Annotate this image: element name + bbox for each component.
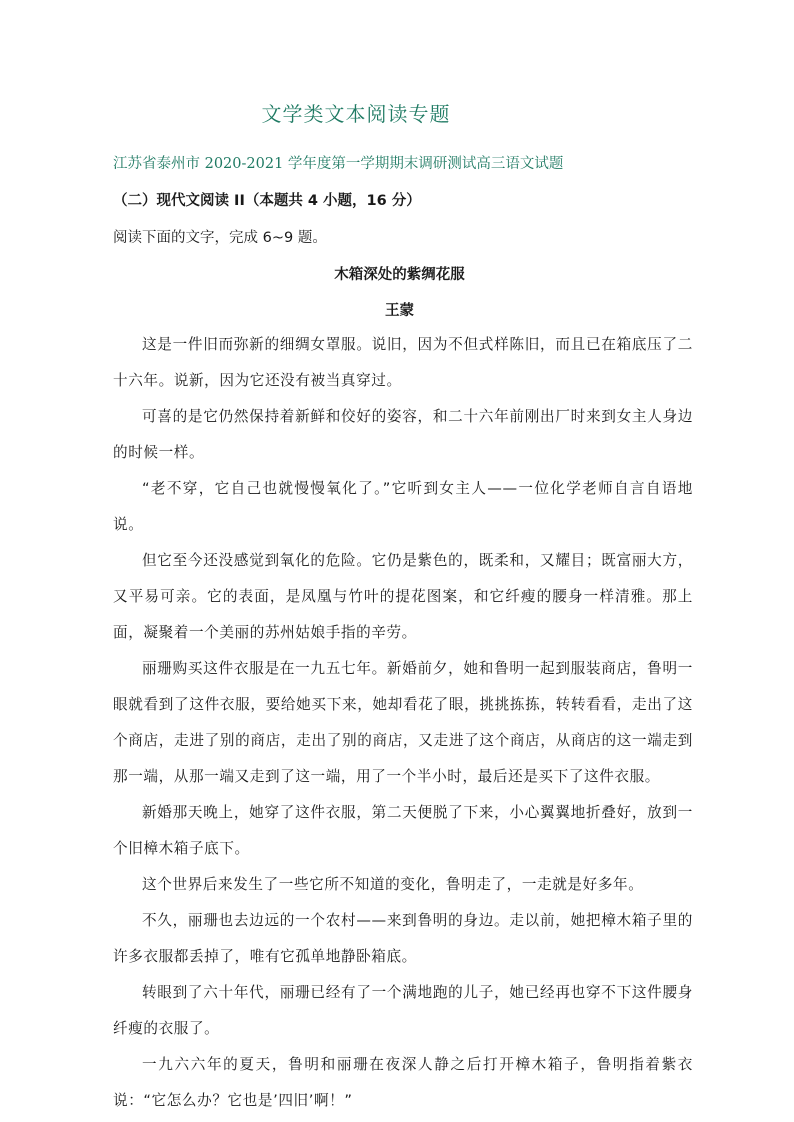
story-body <box>113 327 693 1119</box>
paragraph: 新婚那天晚上，她穿了这件衣服，第二天便脱了下来，小心翼翼地折叠好，放到一个旧樟木箱子底下。 <box>113 804 693 857</box>
exam-source: 江苏省泰州市 2020-2021 学年度第一学期期末调研测试高三语文试题 <box>113 156 564 172</box>
paragraph: 一九六六年的夏天，鲁明和丽珊在夜深人静之后打开樟木箱子，鲁明指着紫衣说：“它怎么办？它也是’四旧’啊！” <box>113 1056 693 1109</box>
reading-instruction: 阅读下面的文字，完成 6~9 题。 <box>113 230 327 246</box>
paragraph: “老不穿，它自己也就慢慢氧化了。”它听到女主人——一位化学老师自言自语地说。 <box>113 480 693 533</box>
paragraph: 不久，丽珊也去边远的一个农村——来到鲁明的身边。走以前，她把樟木箱子里的许多衣服都丢掉了，唯有它孤单地静卧箱底。 <box>113 912 693 965</box>
section-heading: （二）现代文阅读 II（本题共 4 小题，16 分） <box>113 193 421 209</box>
story-author: 王蒙 <box>385 303 414 319</box>
paragraph: 可喜的是它仍然保持着新鲜和佼好的姿容，和二十六年前刚出厂时来到女主人身边的时候一样。 <box>113 408 693 461</box>
document-title: 文学类文本阅读专题 <box>261 102 451 126</box>
paragraph: 丽珊购买这件衣服是在一九五七年。新婚前夕，她和鲁明一起到服装商店，鲁明一眼就看到了这件衣服，要给她买下来，她却看花了眼，挑挑拣拣，转转看看，走出了这个商店，走进了别的商店，走出了别的商店，又走进了这个商店，从商店的这一端走到那一端，从那一端又走到了这一端，用了一个半小时，最后还是买下了这件衣服。 <box>113 660 693 785</box>
paragraph: 这个世界后来发生了一些它所不知道的变化，鲁明走了，一走就是好多年。 <box>142 876 644 893</box>
paragraph: 但它至今还没感觉到氧化的危险。它仍是紫色的，既柔和，又耀目；既富丽大方，又平易可亲。它的表面，是凤凰与竹叶的提花图案，和它纤瘦的腰身一样清雅。那上面，凝聚着一个美丽的苏州姑娘手指的辛劳。 <box>113 552 693 641</box>
paragraph: 这是一件旧而弥新的细绸女罩服。说旧，因为不但式样陈旧，而且已在箱底压了二十六年。说新，因为它还没有被当真穿过。 <box>113 336 693 389</box>
story-title: 木箱深处的紫绸花服 <box>334 267 465 283</box>
paragraph: 转眼到了六十年代，丽珊已经有了一个满地跑的儿子，她已经再也穿不下这件腰身纤瘦的衣服了。 <box>113 984 693 1037</box>
